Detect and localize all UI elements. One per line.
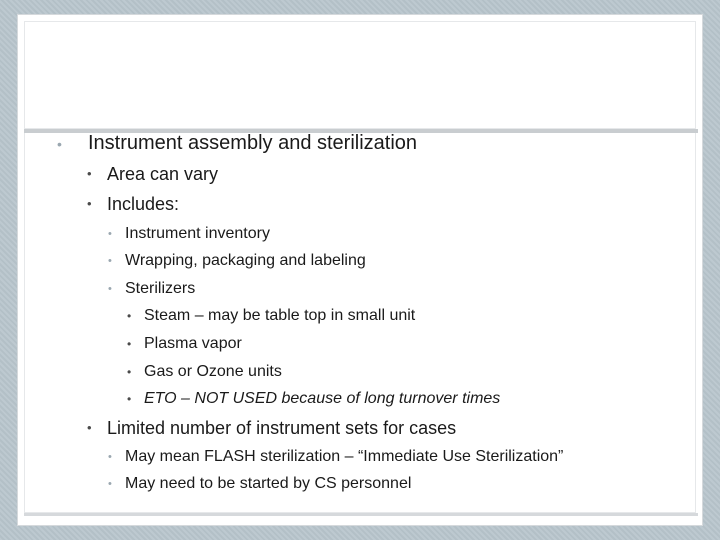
bullet-icon: • bbox=[127, 392, 132, 406]
bottom-divider bbox=[24, 513, 698, 516]
bullet-text: Wrapping, packaging and labeling bbox=[125, 252, 366, 269]
bullet-text: May need to be started by CS personnel bbox=[125, 475, 412, 492]
bullet-icon: • bbox=[87, 166, 92, 181]
bullet-text: Sterilizers bbox=[125, 280, 196, 297]
bullet-text: Instrument inventory bbox=[125, 225, 270, 242]
bullet-text: Includes: bbox=[107, 194, 180, 214]
bullet-icon: • bbox=[127, 309, 132, 323]
bullet-icon: • bbox=[127, 365, 132, 379]
bullet-icon: • bbox=[57, 136, 62, 152]
bullet-icon: • bbox=[108, 478, 112, 490]
bullet-icon: • bbox=[108, 228, 112, 240]
bullet-text: Plasma vapor bbox=[144, 335, 242, 352]
bullet-text: Steam – may be table top in small unit bbox=[144, 307, 416, 324]
bullet-icon: • bbox=[108, 255, 112, 267]
title-placeholder bbox=[24, 21, 696, 129]
bullet-icon: • bbox=[108, 283, 112, 295]
bullet-text: Instrument assembly and sterilization bbox=[88, 132, 418, 154]
bullet-icon: • bbox=[87, 196, 92, 211]
bullet-text: ETO – NOT USED because of long turnover times bbox=[144, 390, 501, 407]
bullet-text: Area can vary bbox=[107, 164, 219, 184]
bullet-icon: • bbox=[87, 420, 92, 435]
bullet-icon: • bbox=[108, 451, 112, 463]
bullet-text: Limited number of instrument sets for cases bbox=[107, 418, 457, 438]
bullet-icon: • bbox=[127, 337, 132, 351]
bullet-text: Gas or Ozone units bbox=[144, 363, 282, 380]
bullet-text: May mean FLASH sterilization – “Immediate Use Sterilization” bbox=[125, 448, 564, 465]
